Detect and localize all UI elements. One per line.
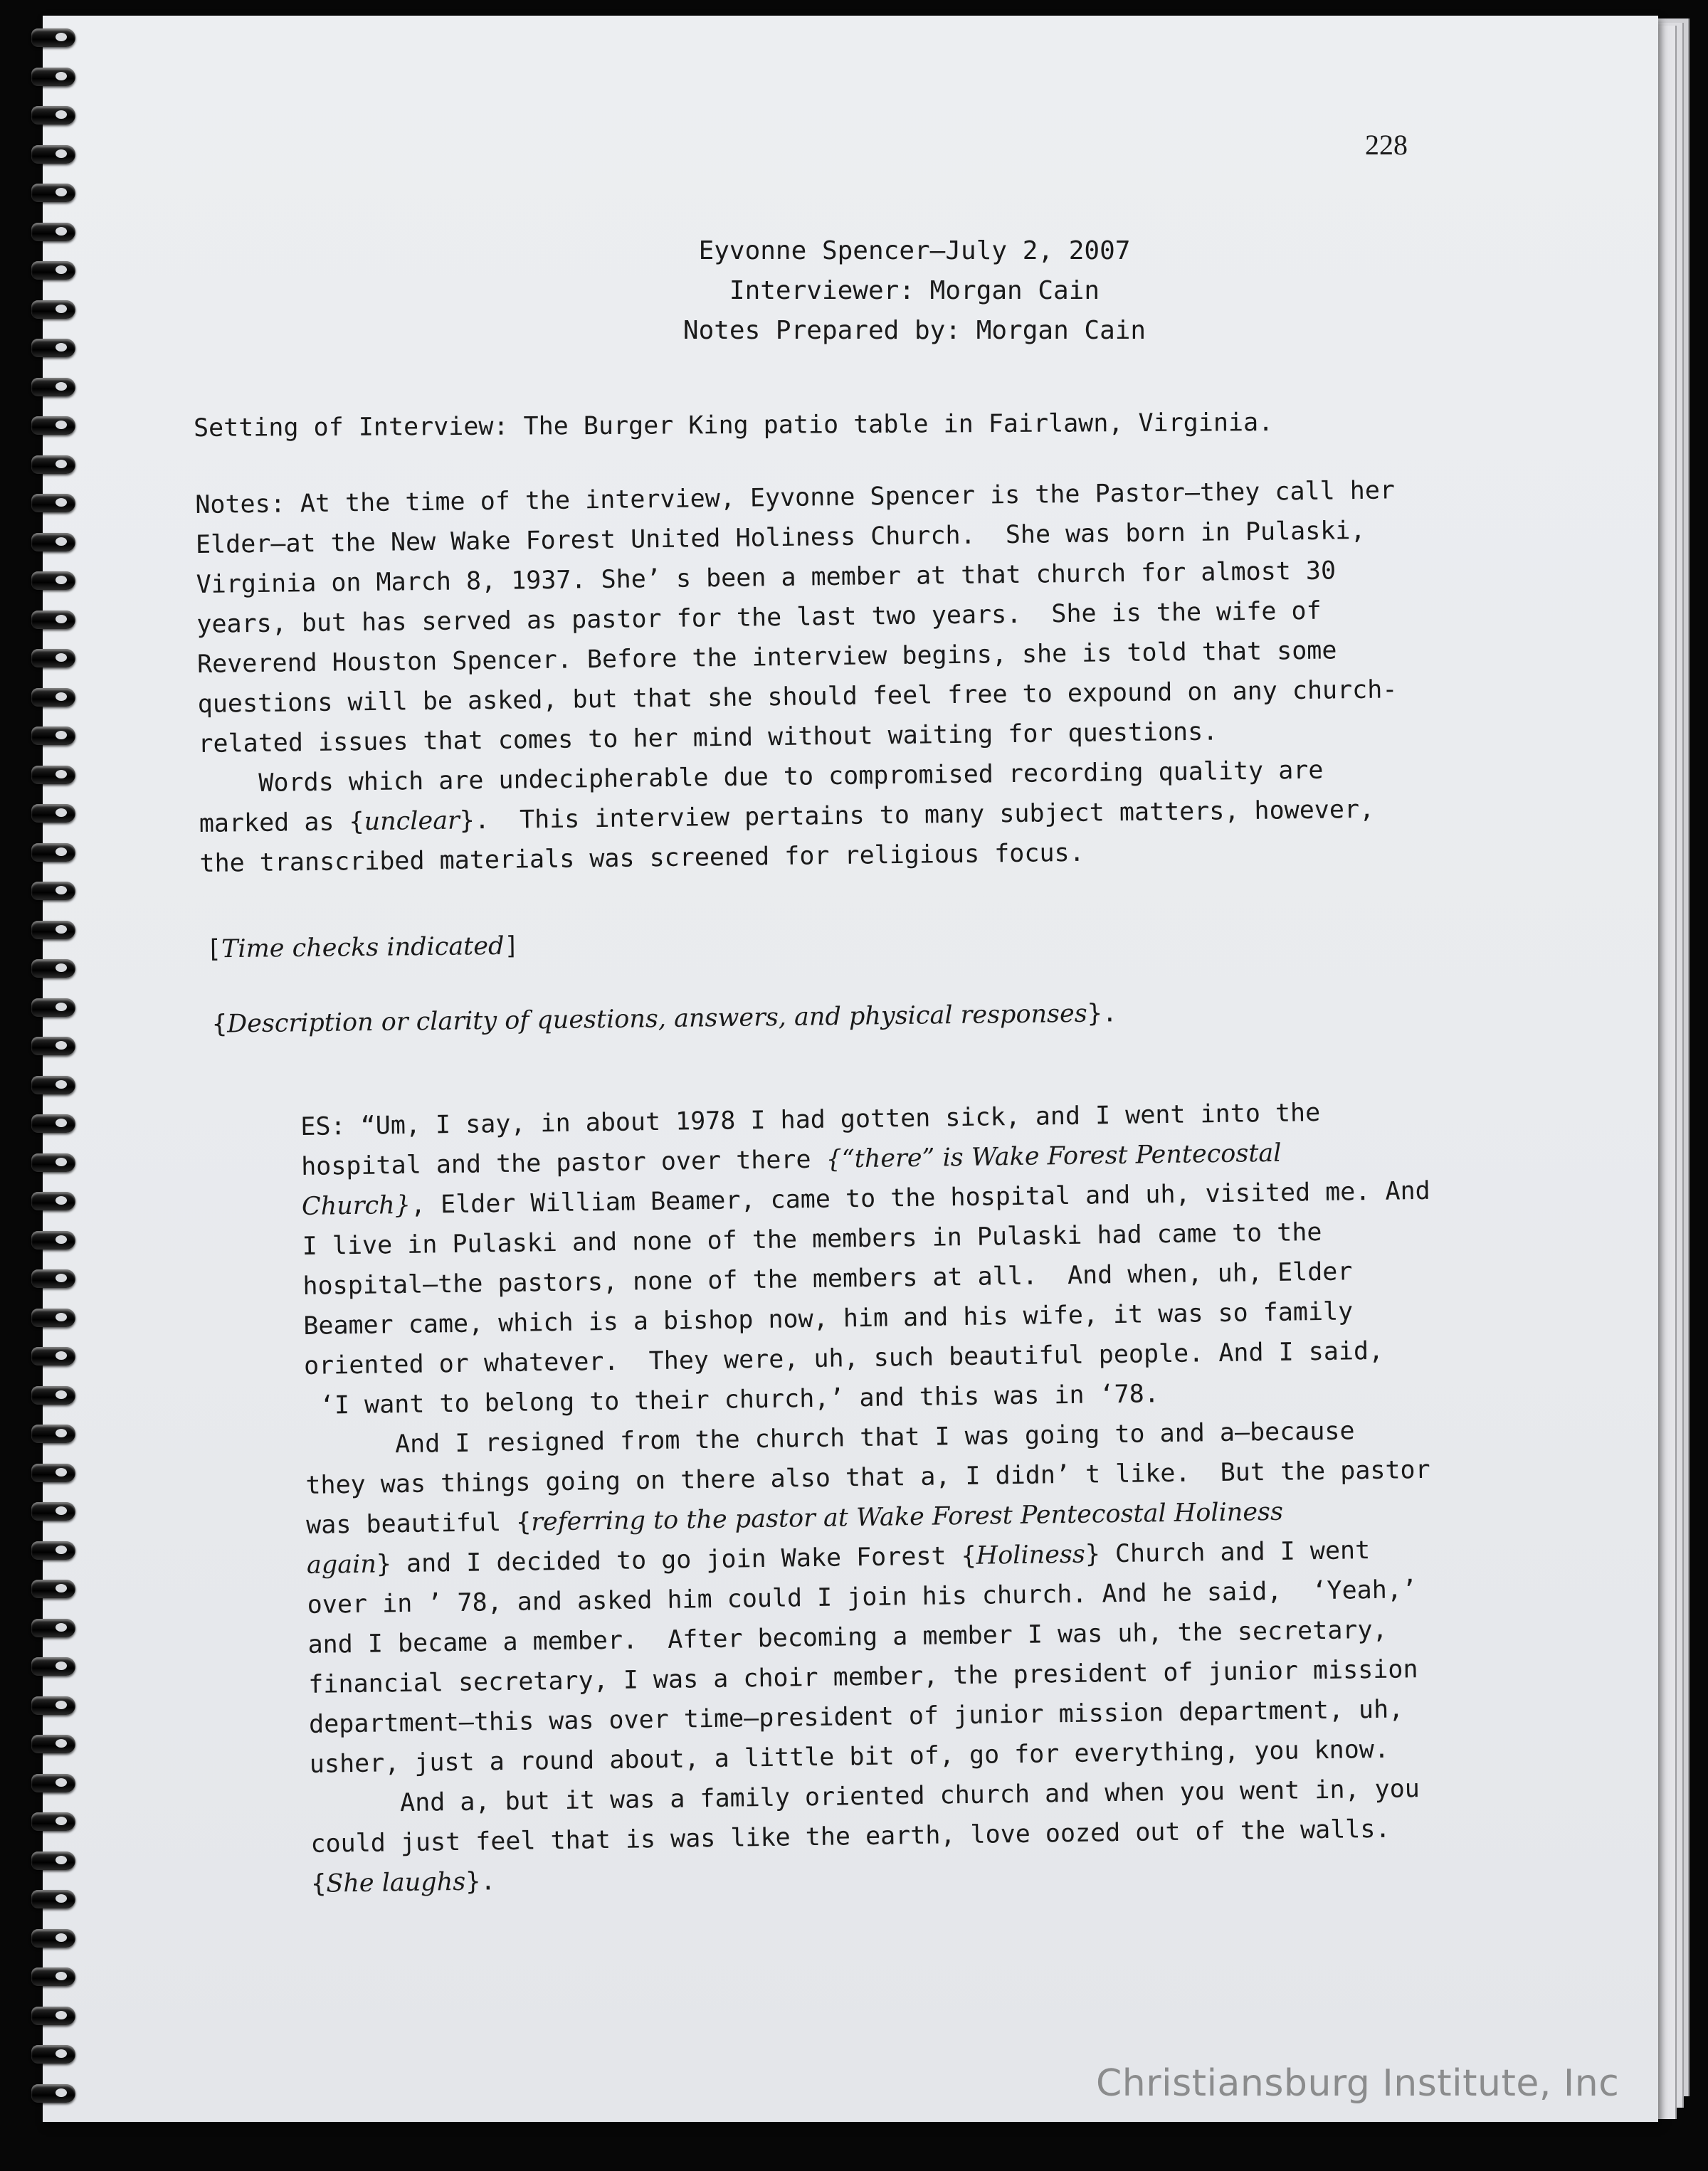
binding-coil [31,1580,75,1598]
binding-coil [31,1425,75,1443]
binding-coil [31,649,75,667]
binding-coil [31,416,75,435]
binding-coil [31,1619,75,1637]
transcript-line: and I became a member. After becoming a member I was uh, the secretary, [307,1615,1388,1659]
transcript-line: And I resigned from the church that I was going to and a—because [305,1417,1355,1460]
transcript-line: hospital—the pastors, none of the members at all. And when, uh, Elder [302,1257,1353,1301]
notes-line: Reverend Houston Spencer. Before the interview begins, she is told that some [196,636,1337,679]
binding-coil [31,378,75,396]
binding-coil [31,223,75,241]
binding-coil [31,804,75,823]
unclear-marker: unclear [364,806,460,837]
notes-line: years, but has served as pastor for the last two years. She is the wife of [196,596,1322,639]
binding-coil [31,1657,75,1676]
transcript-line: } and I decided to go join Wake Forest { [376,1541,976,1579]
notes-line: questions will be asked, but that she should feel free to expound on any church- [197,675,1398,719]
binding-coil [31,2084,75,2103]
binding-coil [31,1269,75,1288]
binding-coil [31,1812,75,1831]
binding-coil [31,339,75,357]
transcript-aside: Church} [301,1190,411,1221]
binding-coil [31,1231,75,1250]
transcript-line: was beautiful { [305,1508,532,1540]
binding-coil [31,1774,75,1792]
brace-open: { [211,1010,228,1039]
binding-coil [31,766,75,784]
binding-coil [31,1076,75,1094]
transcript-line: “Um, I say, in about 1978 I had gotten sick, and I went into the [345,1098,1321,1141]
time-checks-note [206,926,520,970]
transcript-line: }. [465,1867,496,1896]
binding-coil [31,1192,75,1210]
binding-coil [31,1502,75,1521]
binding-coil [31,959,75,978]
transcript-line: could just feel that is was like the earth, love oozed out of the walls. [310,1815,1391,1859]
notes-line: At the time of the interview, Eyvonne Spencer is the Pastor—they call her [285,476,1396,519]
transcript-line: I live in Pulaski and none of the members in Pulaski had came to the [302,1217,1322,1261]
page-number: 228 [1365,129,1408,161]
binding-coil [31,533,75,551]
spiral-binding [31,28,81,2149]
transcript-aside: again [306,1550,377,1580]
binding-coil [31,1347,75,1366]
page-content [43,16,1658,2122]
time-checks-text: Time checks indicated [221,931,505,964]
bracket-close: ] [504,931,520,961]
binding-coil [31,28,75,47]
binding-coil [31,1890,75,1908]
transcript-aside: Holiness [976,1540,1086,1570]
binding-coil [31,727,75,745]
binding-coil [31,688,75,707]
transcript-line: over in ’ 78, and asked him could I join his church. And he said, ‘Yeah,’ [307,1575,1418,1620]
binding-coil [31,998,75,1017]
binding-coil [31,611,75,629]
transcript-paragraph [300,1092,1440,1904]
binding-coil [31,1037,75,1055]
notes-line: Words which are undecipherable due to compromised recording quality are [198,756,1324,798]
notes-line: related issues that comes to her mind without waiting for questions. [198,717,1218,759]
binding-coil [31,455,75,474]
binding-coil [31,1852,75,1870]
transcript-line: hospital and the pastor over there [300,1145,826,1181]
binding-coil [31,1464,75,1482]
notes-line: the transcribed materials was screened for religious focus. [199,838,1085,878]
transcript-line: department—this was over time—president of junior mission department, uh, [308,1695,1404,1739]
watermark: Christiansburg Institute, Inc [1096,2062,1620,2105]
setting-label: Setting of Interview: [193,412,509,443]
transcript-line: , Elder William Beamer, came to the hospital and uh, visited me. And [410,1176,1430,1220]
binding-coil [31,184,75,202]
binding-coil [31,1114,75,1133]
binding-coil [31,571,75,590]
binding-coil [31,921,75,939]
transcript-line: And a, but it was a family oriented church and when you went in, you [310,1775,1420,1819]
transcript-aside: She laughs [326,1867,466,1898]
setting-paragraph [194,403,1273,448]
binding-coil [31,1153,75,1172]
setting-text: The Burger King patio table in Fairlawn, Virginia. [508,408,1274,441]
binding-coil [31,106,75,125]
transcript-line: { [310,1869,327,1898]
notes-line: Virginia on March 8, 1937. She’ s been a member at that church for almost 30 [196,556,1337,599]
binding-coil [31,1386,75,1405]
brace-close: }. [1087,999,1118,1028]
binding-coil [31,1929,75,1948]
binding-coil [31,2007,75,2025]
binding-coil [31,261,75,280]
title-interviewee-date: Eyvonne Spencer—July 2, 2007 [698,236,1131,265]
binding-coil [31,300,75,319]
binding-coil [31,145,75,164]
description-note [212,993,1117,1045]
notes-line: }. This interview pertains to many subject matters, however, [459,795,1375,835]
transcript-line: ‘I want to belong to their church,’ and this was in ‘78. [304,1380,1160,1420]
binding-coil [31,1541,75,1560]
binding-coil [31,1309,75,1327]
transcript-aside: referring to the pastor at Wake Forest Pentecostal Holiness [530,1497,1284,1537]
document-page [43,16,1658,2122]
transcript-line: financial secretary, I was a choir member, the president of junior mission [308,1655,1418,1699]
binding-coil [31,1735,75,1753]
transcript-line: } Church and I went [1085,1536,1371,1569]
notes-line: marked as { [199,808,364,838]
binding-coil [31,2045,75,2064]
description-text: Description or clarity of questions, answers, and physical responses [226,999,1087,1039]
binding-coil [31,882,75,900]
binding-coil [31,843,75,862]
notes-paragraph [195,470,1399,884]
notes-label: Notes: [195,490,286,519]
bracket-open: [ [206,935,222,964]
notes-line: Elder—at the New Wake Forest United Holiness Church. She was born in Pulaski, [195,516,1366,559]
transcript-line: they was things going on there also that a, I didn’ t like. But the pastor [305,1455,1430,1500]
title-notes-preparer: Notes Prepared by: Morgan Cain [682,316,1146,345]
transcript-line: usher, just a round about, a little bit of, go for everything, you know. [309,1735,1390,1779]
title-interviewer: Interviewer: Morgan Cain [729,276,1100,305]
transcript-line: oriented or whatever. They were, uh, such beautiful people. And I said, [303,1336,1384,1380]
binding-coil [31,1967,75,1986]
speaker-label: ES: [300,1112,346,1141]
transcript-aside: {“there” is Wake Forest Pentecostal [826,1139,1282,1174]
binding-coil [31,494,75,512]
binding-coil [31,1696,75,1715]
transcript-line: Beamer came, which is a bishop now, him and his wife, it was so family [303,1297,1354,1341]
binding-coil [31,68,75,86]
